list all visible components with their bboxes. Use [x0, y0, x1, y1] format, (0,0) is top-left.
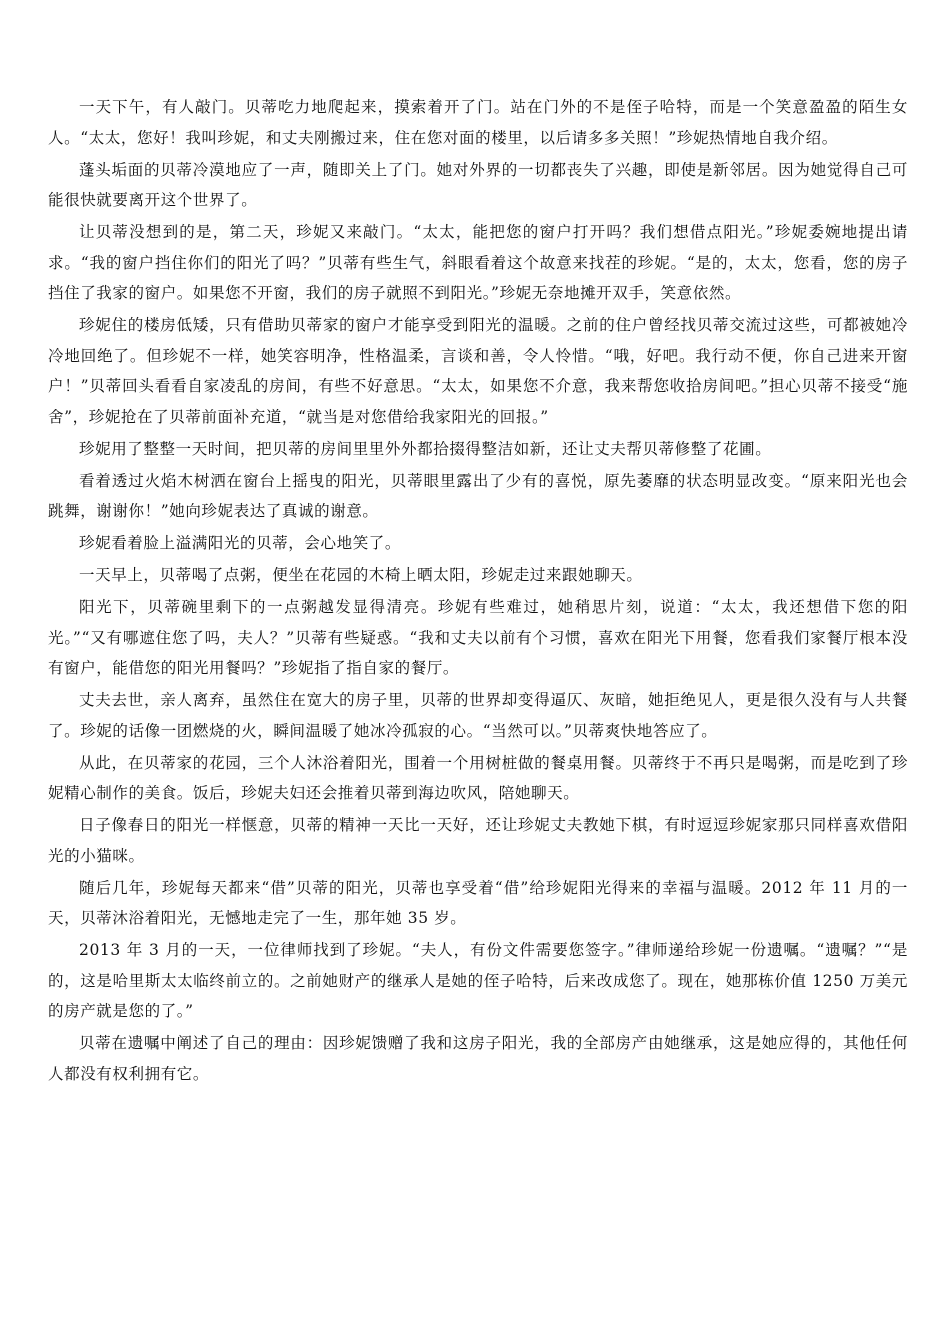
paragraph-11: 从此，在贝蒂家的花园，三个人沐浴着阳光，围着一个用树桩做的餐桌用餐。贝蒂终于不再只是喝粥，而是吃到了珍妮精心制作的美食。饭后，珍妮夫妇还会推着贝蒂到海边吹风，陪她聊天。 — [48, 753, 908, 802]
paragraph-1: 一天下午，有人敲门。贝蒂吃力地爬起来，摸索着开了门。站在门外的不是侄子哈特，而是一个笑意盈盈的陌生女人。“太太，您好！我叫珍妮，和丈夫刚搬过来，住在您对面的楼里，以后请多多关照！”珍妮热情地自我介绍。 — [48, 98, 908, 147]
paragraph-4: 珍妮住的楼房低矮，只有借助贝蒂家的窗户才能享受到阳光的温暖。之前的住户曾经找贝蒂交流过这些，可都被她冷冷地回绝了。但珍妮不一样，她笑容明净，性格温柔，言谈和善，令人怜惜。“哦，好吧。我行动不便，你自己进来开窗户！”贝蒂回头看看自家凌乱的房间，有些不好意思。“太太，如果您不介意，我来帮您收拾房间吧。”担心贝蒂不接受“施舍”，珍妮抢在了贝蒂前面补充道，“就当是对您借给我家阳光的回报。” — [48, 316, 908, 426]
paragraph-14: 2013 年 3 月的一天，一位律师找到了珍妮。“夫人，有份文件需要您签字。”律师递给珍妮一份遗嘱。“遗嘱？”“是的，这是哈里斯太太临终前立的。之前她财产的继承人是她的侄子哈特，后来改成您了。现在，她那栋价值 1250 万美元的房产就是您的了。” — [48, 941, 908, 1020]
paragraph-5: 珍妮用了整整一天时间，把贝蒂的房间里里外外都拾掇得整洁如新，还让丈夫帮贝蒂修整了花圃。 — [79, 439, 772, 458]
paragraph-15: 贝蒂在遗嘱中阐述了自己的理由：因珍妮馈赠了我和这房子阳光，我的全部房产由她继承，这是她应得的，其他任何人都没有权利拥有它。 — [48, 1034, 908, 1083]
paragraph-13: 随后几年，珍妮每天都来“借”贝蒂的阳光，贝蒂也享受着“借”给珍妮阳光得来的幸福与温暖。2012 年 11 月的一天，贝蒂沐浴着阳光，无憾地走完了一生，那年她 35 岁。 — [48, 878, 908, 927]
paragraph-6: 看着透过火焰木树洒在窗台上摇曳的阳光，贝蒂眼里露出了少有的喜悦，原先萎靡的状态明显改变。“原来阳光也会跳舞，谢谢你！”她向珍妮表达了真诚的谢意。 — [48, 471, 908, 520]
document-body — [48, 92, 908, 1091]
paragraph-3: 让贝蒂没想到的是，第二天，珍妮又来敲门。“太太，能把您的窗户打开吗？我们想借点阳光。”珍妮委婉地提出请求。“我的窗户挡住你们的阳光了吗？”贝蒂有些生气，斜眼看着这个故意来找茬的珍妮。“是的，太太，您看，您的房子挡住了我家的窗户。如果您不开窗，我们的房子就照不到阳光。”珍妮无奈地摊开双手，笑意依然。 — [48, 223, 908, 302]
paragraph-9: 阳光下，贝蒂碗里剩下的一点粥越发显得清亮。珍妮有些难过，她稍思片刻，说道：“太太，我还想借下您的阳光。”“又有哪遮住您了吗，夫人？”贝蒂有些疑惑。“我和丈夫以前有个习惯，喜欢在阳光下用餐，您看我们家餐厅根本没有窗户，能借您的阳光用餐吗？”珍妮指了指自家的餐厅。 — [48, 598, 908, 677]
paragraph-2: 蓬头垢面的贝蒂冷漠地应了一声，随即关上了门。她对外界的一切都丧失了兴趣，即使是新邻居。因为她觉得自己可能很快就要离开这个世界了。 — [48, 160, 908, 209]
paragraph-7: 珍妮看着脸上溢满阳光的贝蒂，会心地笑了。 — [79, 534, 402, 552]
paragraph-10: 丈夫去世，亲人离弃，虽然住在宽大的房子里，贝蒂的世界却变得逼仄、灰暗，她拒绝见人，更是很久没有与人共餐了。珍妮的话像一团燃烧的火，瞬间温暖了她冰冷孤寂的心。“当然可以。”贝蒂爽快地答应了。 — [48, 691, 908, 740]
paragraph-8: 一天早上，贝蒂喝了点粥，便坐在花园的木椅上晒太阳，珍妮走过来跟她聊天。 — [79, 566, 643, 584]
paragraph-12: 日子像春日的阳光一样惬意，贝蒂的精神一天比一天好，还让珍妮丈夫教她下棋，有时逗逗珍妮家那只同样喜欢借阳光的小猫咪。 — [48, 816, 908, 865]
